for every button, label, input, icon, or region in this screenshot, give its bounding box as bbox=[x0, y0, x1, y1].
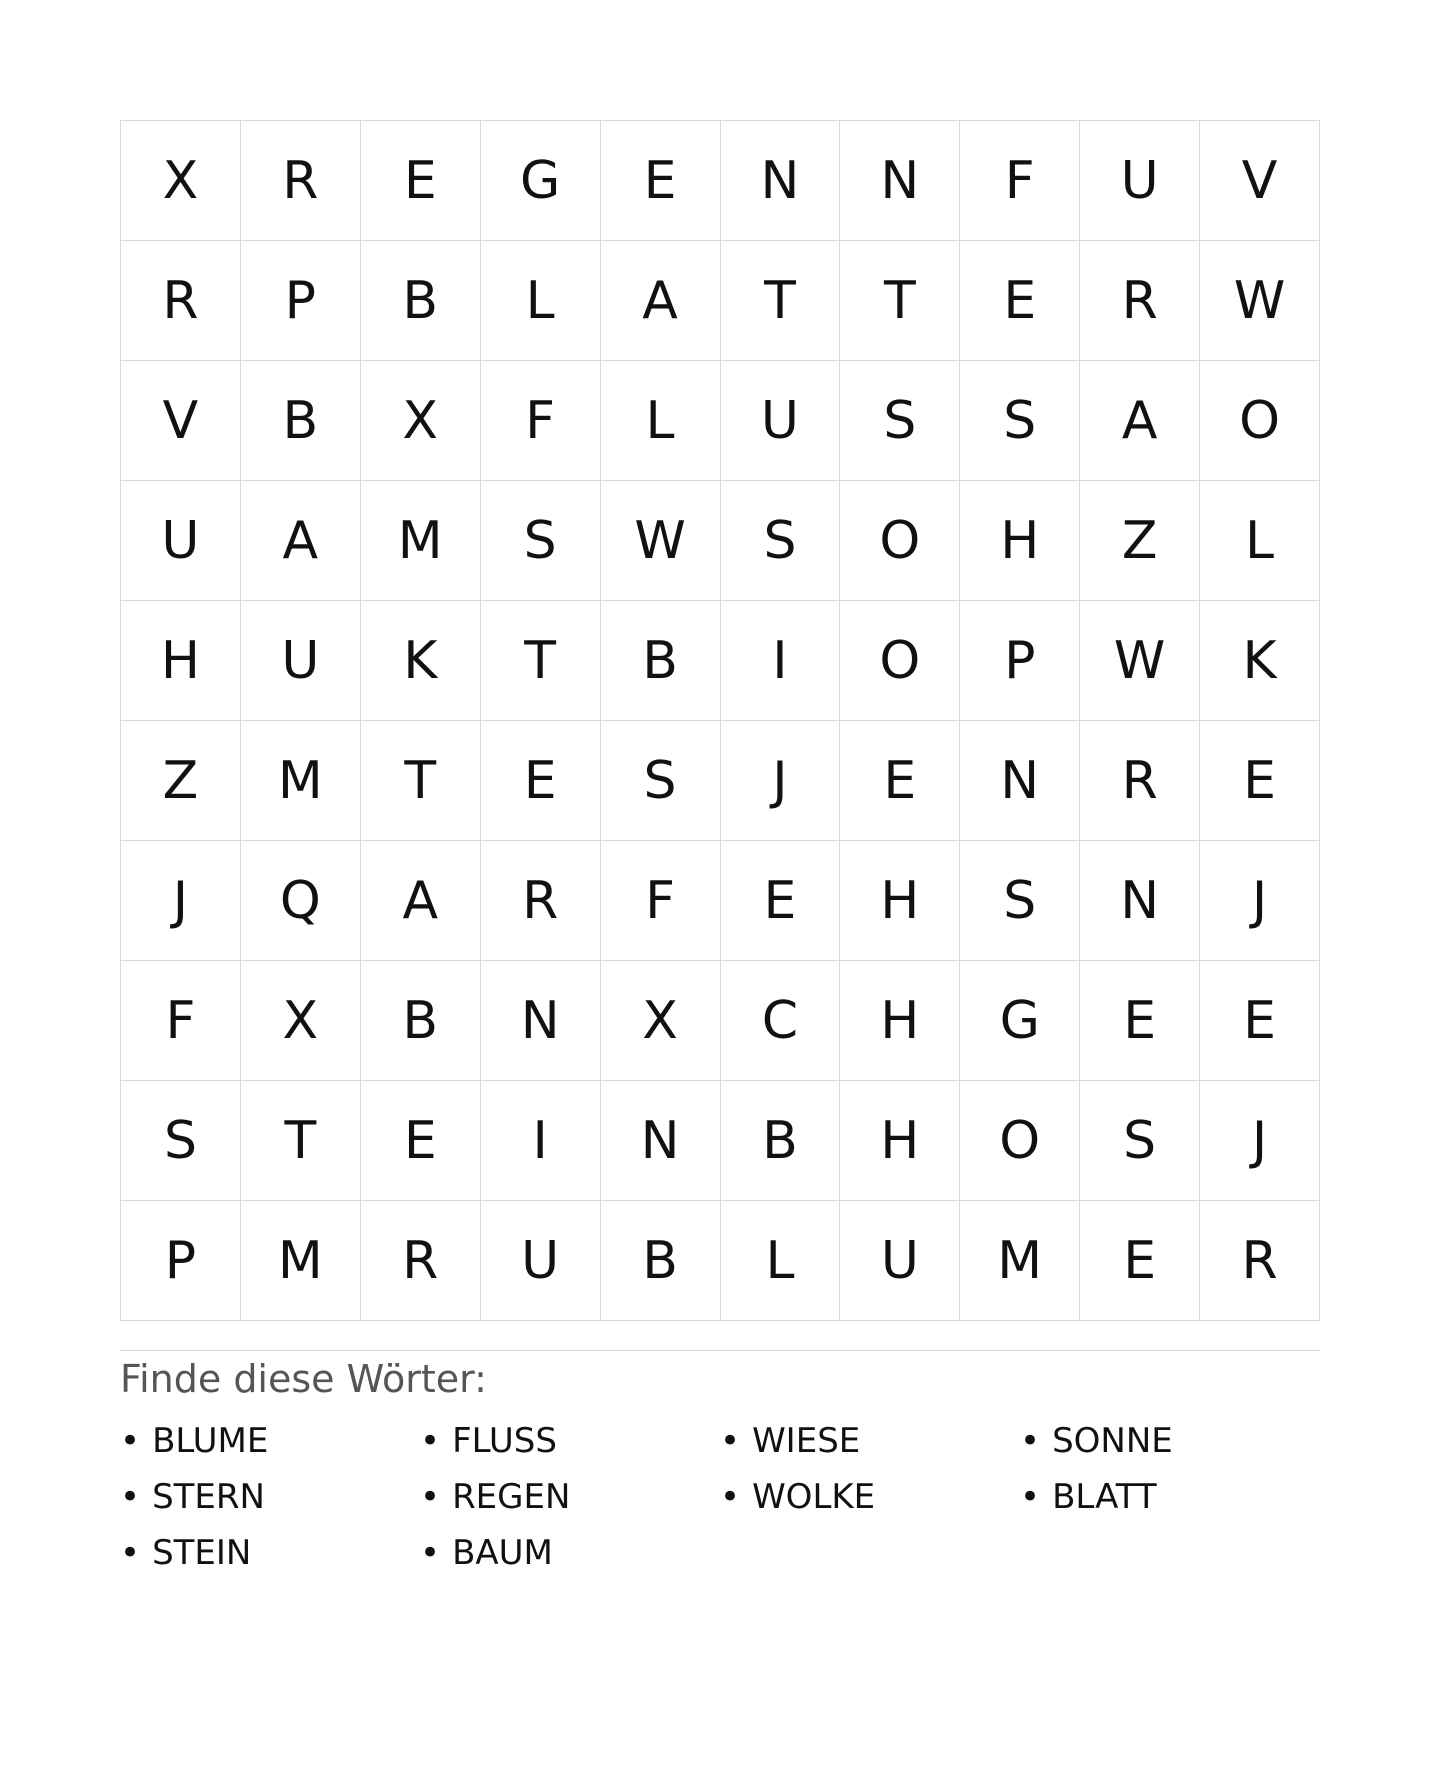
grid-cell[interactable]: X bbox=[601, 961, 721, 1081]
grid-cell[interactable]: T bbox=[721, 241, 841, 361]
word-list-item bbox=[120, 1419, 420, 1463]
grid-cell[interactable]: S bbox=[121, 1081, 241, 1201]
grid-cell[interactable]: T bbox=[481, 601, 601, 721]
grid-cell[interactable]: U bbox=[721, 361, 841, 481]
word-list-item bbox=[120, 1475, 420, 1519]
grid-cell[interactable]: F bbox=[121, 961, 241, 1081]
grid-cell[interactable]: L bbox=[1200, 481, 1320, 601]
grid-cell[interactable]: E bbox=[361, 121, 481, 241]
grid-cell[interactable]: B bbox=[601, 601, 721, 721]
word-list bbox=[120, 1419, 1320, 1575]
word-list-item bbox=[720, 1475, 1020, 1519]
grid-cell[interactable]: E bbox=[960, 241, 1080, 361]
grid-cell[interactable]: B bbox=[721, 1081, 841, 1201]
grid-cell[interactable]: U bbox=[1080, 121, 1200, 241]
grid-cell[interactable]: W bbox=[601, 481, 721, 601]
grid-cell[interactable]: O bbox=[840, 601, 960, 721]
grid-cell[interactable]: L bbox=[481, 241, 601, 361]
grid-cell[interactable]: G bbox=[481, 121, 601, 241]
grid-cell[interactable]: N bbox=[960, 721, 1080, 841]
grid-cell[interactable]: J bbox=[1200, 1081, 1320, 1201]
grid-cell[interactable]: L bbox=[721, 1201, 841, 1321]
grid-cell[interactable]: H bbox=[840, 1081, 960, 1201]
grid-cell[interactable]: M bbox=[241, 1201, 361, 1321]
grid-cell[interactable]: S bbox=[601, 721, 721, 841]
grid-cell[interactable]: H bbox=[121, 601, 241, 721]
bullet-icon: • bbox=[120, 1477, 141, 1517]
grid-cell[interactable]: M bbox=[960, 1201, 1080, 1321]
grid-cell[interactable]: A bbox=[601, 241, 721, 361]
grid-cell[interactable]: S bbox=[840, 361, 960, 481]
grid-cell[interactable]: U bbox=[840, 1201, 960, 1321]
grid-cell[interactable]: T bbox=[241, 1081, 361, 1201]
word-label: STEIN bbox=[152, 1533, 252, 1573]
word-label: SONNE bbox=[1052, 1421, 1173, 1461]
grid-cell[interactable]: W bbox=[1080, 601, 1200, 721]
grid-cell[interactable]: Q bbox=[241, 841, 361, 961]
word-label: REGEN bbox=[452, 1477, 571, 1517]
grid-cell[interactable]: U bbox=[121, 481, 241, 601]
grid-cell[interactable]: B bbox=[601, 1201, 721, 1321]
grid-cell[interactable]: E bbox=[1200, 961, 1320, 1081]
grid-cell[interactable]: R bbox=[481, 841, 601, 961]
bullet-icon: • bbox=[420, 1421, 441, 1461]
grid-cell[interactable]: C bbox=[721, 961, 841, 1081]
grid-cell[interactable]: R bbox=[361, 1201, 481, 1321]
grid-cell[interactable]: B bbox=[361, 961, 481, 1081]
grid-cell[interactable]: P bbox=[960, 601, 1080, 721]
grid-cell[interactable]: O bbox=[1200, 361, 1320, 481]
grid-cell[interactable]: G bbox=[960, 961, 1080, 1081]
grid-cell[interactable]: E bbox=[361, 1081, 481, 1201]
grid-cell[interactable]: T bbox=[840, 241, 960, 361]
grid-cell[interactable]: R bbox=[121, 241, 241, 361]
grid-cell[interactable]: U bbox=[481, 1201, 601, 1321]
grid-cell[interactable]: O bbox=[840, 481, 960, 601]
word-label: WOLKE bbox=[752, 1477, 876, 1517]
grid-cell[interactable]: A bbox=[241, 481, 361, 601]
grid-cell[interactable]: S bbox=[721, 481, 841, 601]
grid-cell[interactable]: J bbox=[721, 721, 841, 841]
grid-cell[interactable]: B bbox=[241, 361, 361, 481]
grid-cell[interactable]: O bbox=[960, 1081, 1080, 1201]
grid-cell[interactable]: Z bbox=[1080, 481, 1200, 601]
grid-cell[interactable]: R bbox=[1200, 1201, 1320, 1321]
bullet-icon: • bbox=[420, 1477, 441, 1517]
grid-cell[interactable]: N bbox=[481, 961, 601, 1081]
grid-cell[interactable]: N bbox=[1080, 841, 1200, 961]
word-label: BAUM bbox=[452, 1533, 553, 1573]
bullet-icon: • bbox=[1020, 1421, 1041, 1461]
grid-cell[interactable]: A bbox=[1080, 361, 1200, 481]
grid-cell[interactable]: I bbox=[481, 1081, 601, 1201]
divider bbox=[120, 1350, 1320, 1351]
grid-cell[interactable]: E bbox=[1080, 1201, 1200, 1321]
word-list-item bbox=[120, 1531, 420, 1575]
grid-cell[interactable]: T bbox=[361, 721, 481, 841]
bullet-icon: • bbox=[720, 1421, 741, 1461]
grid-cell[interactable]: I bbox=[721, 601, 841, 721]
grid-cell[interactable]: E bbox=[601, 121, 721, 241]
word-label: WIESE bbox=[752, 1421, 861, 1461]
grid-cell[interactable]: X bbox=[241, 961, 361, 1081]
word-list-heading: Finde diese Wörter: bbox=[120, 1357, 487, 1401]
grid-cell[interactable]: S bbox=[1080, 1081, 1200, 1201]
grid-cell[interactable]: E bbox=[1080, 961, 1200, 1081]
grid-cell[interactable]: N bbox=[721, 121, 841, 241]
grid-cell[interactable]: P bbox=[121, 1201, 241, 1321]
word-list-item bbox=[420, 1419, 720, 1463]
grid-cell[interactable]: S bbox=[960, 841, 1080, 961]
grid-cell[interactable]: X bbox=[121, 121, 241, 241]
grid-cell[interactable]: U bbox=[241, 601, 361, 721]
word-list-item bbox=[720, 1419, 1020, 1463]
grid-cell[interactable]: K bbox=[1200, 601, 1320, 721]
word-search-puzzle bbox=[120, 120, 1320, 1575]
grid-cell[interactable]: V bbox=[121, 361, 241, 481]
grid-cell[interactable]: J bbox=[121, 841, 241, 961]
bullet-icon: • bbox=[1020, 1477, 1041, 1517]
grid-cell[interactable]: E bbox=[721, 841, 841, 961]
word-label: STERN bbox=[152, 1477, 265, 1517]
word-label: FLUSS bbox=[452, 1421, 557, 1461]
bullet-icon: • bbox=[420, 1533, 441, 1573]
grid-cell[interactable]: B bbox=[361, 241, 481, 361]
grid-cell[interactable]: H bbox=[840, 961, 960, 1081]
word-list-item bbox=[1020, 1475, 1320, 1519]
grid-cell[interactable]: V bbox=[1200, 121, 1320, 241]
grid-cell[interactable]: L bbox=[601, 361, 721, 481]
grid-cell[interactable]: H bbox=[840, 841, 960, 961]
grid-cell[interactable]: H bbox=[960, 481, 1080, 601]
grid-cell[interactable]: F bbox=[960, 121, 1080, 241]
bullet-icon: • bbox=[720, 1477, 741, 1517]
grid-cell[interactable]: W bbox=[1200, 241, 1320, 361]
bullet-icon: • bbox=[120, 1533, 141, 1573]
grid-cell[interactable]: M bbox=[361, 481, 481, 601]
grid-cell[interactable]: S bbox=[960, 361, 1080, 481]
bullet-icon: • bbox=[120, 1421, 141, 1461]
word-label: BLATT bbox=[1052, 1477, 1157, 1517]
word-label: BLUME bbox=[152, 1421, 269, 1461]
letter-grid bbox=[120, 120, 1320, 1321]
grid-cell[interactable]: N bbox=[601, 1081, 721, 1201]
grid-cell[interactable]: M bbox=[241, 721, 361, 841]
word-list-item bbox=[420, 1531, 720, 1575]
grid-cell[interactable]: K bbox=[361, 601, 481, 721]
grid-cell[interactable]: R bbox=[241, 121, 361, 241]
grid-cell[interactable]: P bbox=[241, 241, 361, 361]
grid-cell[interactable]: R bbox=[1080, 241, 1200, 361]
grid-cell[interactable]: J bbox=[1200, 841, 1320, 961]
grid-cell[interactable]: E bbox=[840, 721, 960, 841]
grid-cell[interactable]: F bbox=[601, 841, 721, 961]
grid-cell[interactable]: S bbox=[481, 481, 601, 601]
word-list-item bbox=[1020, 1419, 1320, 1463]
grid-cell[interactable]: F bbox=[481, 361, 601, 481]
grid-cell[interactable]: A bbox=[361, 841, 481, 961]
grid-cell[interactable]: Z bbox=[121, 721, 241, 841]
grid-cell[interactable]: E bbox=[1200, 721, 1320, 841]
grid-cell[interactable]: R bbox=[1080, 721, 1200, 841]
grid-cell[interactable]: N bbox=[840, 121, 960, 241]
word-list-item bbox=[420, 1475, 720, 1519]
grid-cell[interactable]: E bbox=[481, 721, 601, 841]
grid-cell[interactable]: X bbox=[361, 361, 481, 481]
